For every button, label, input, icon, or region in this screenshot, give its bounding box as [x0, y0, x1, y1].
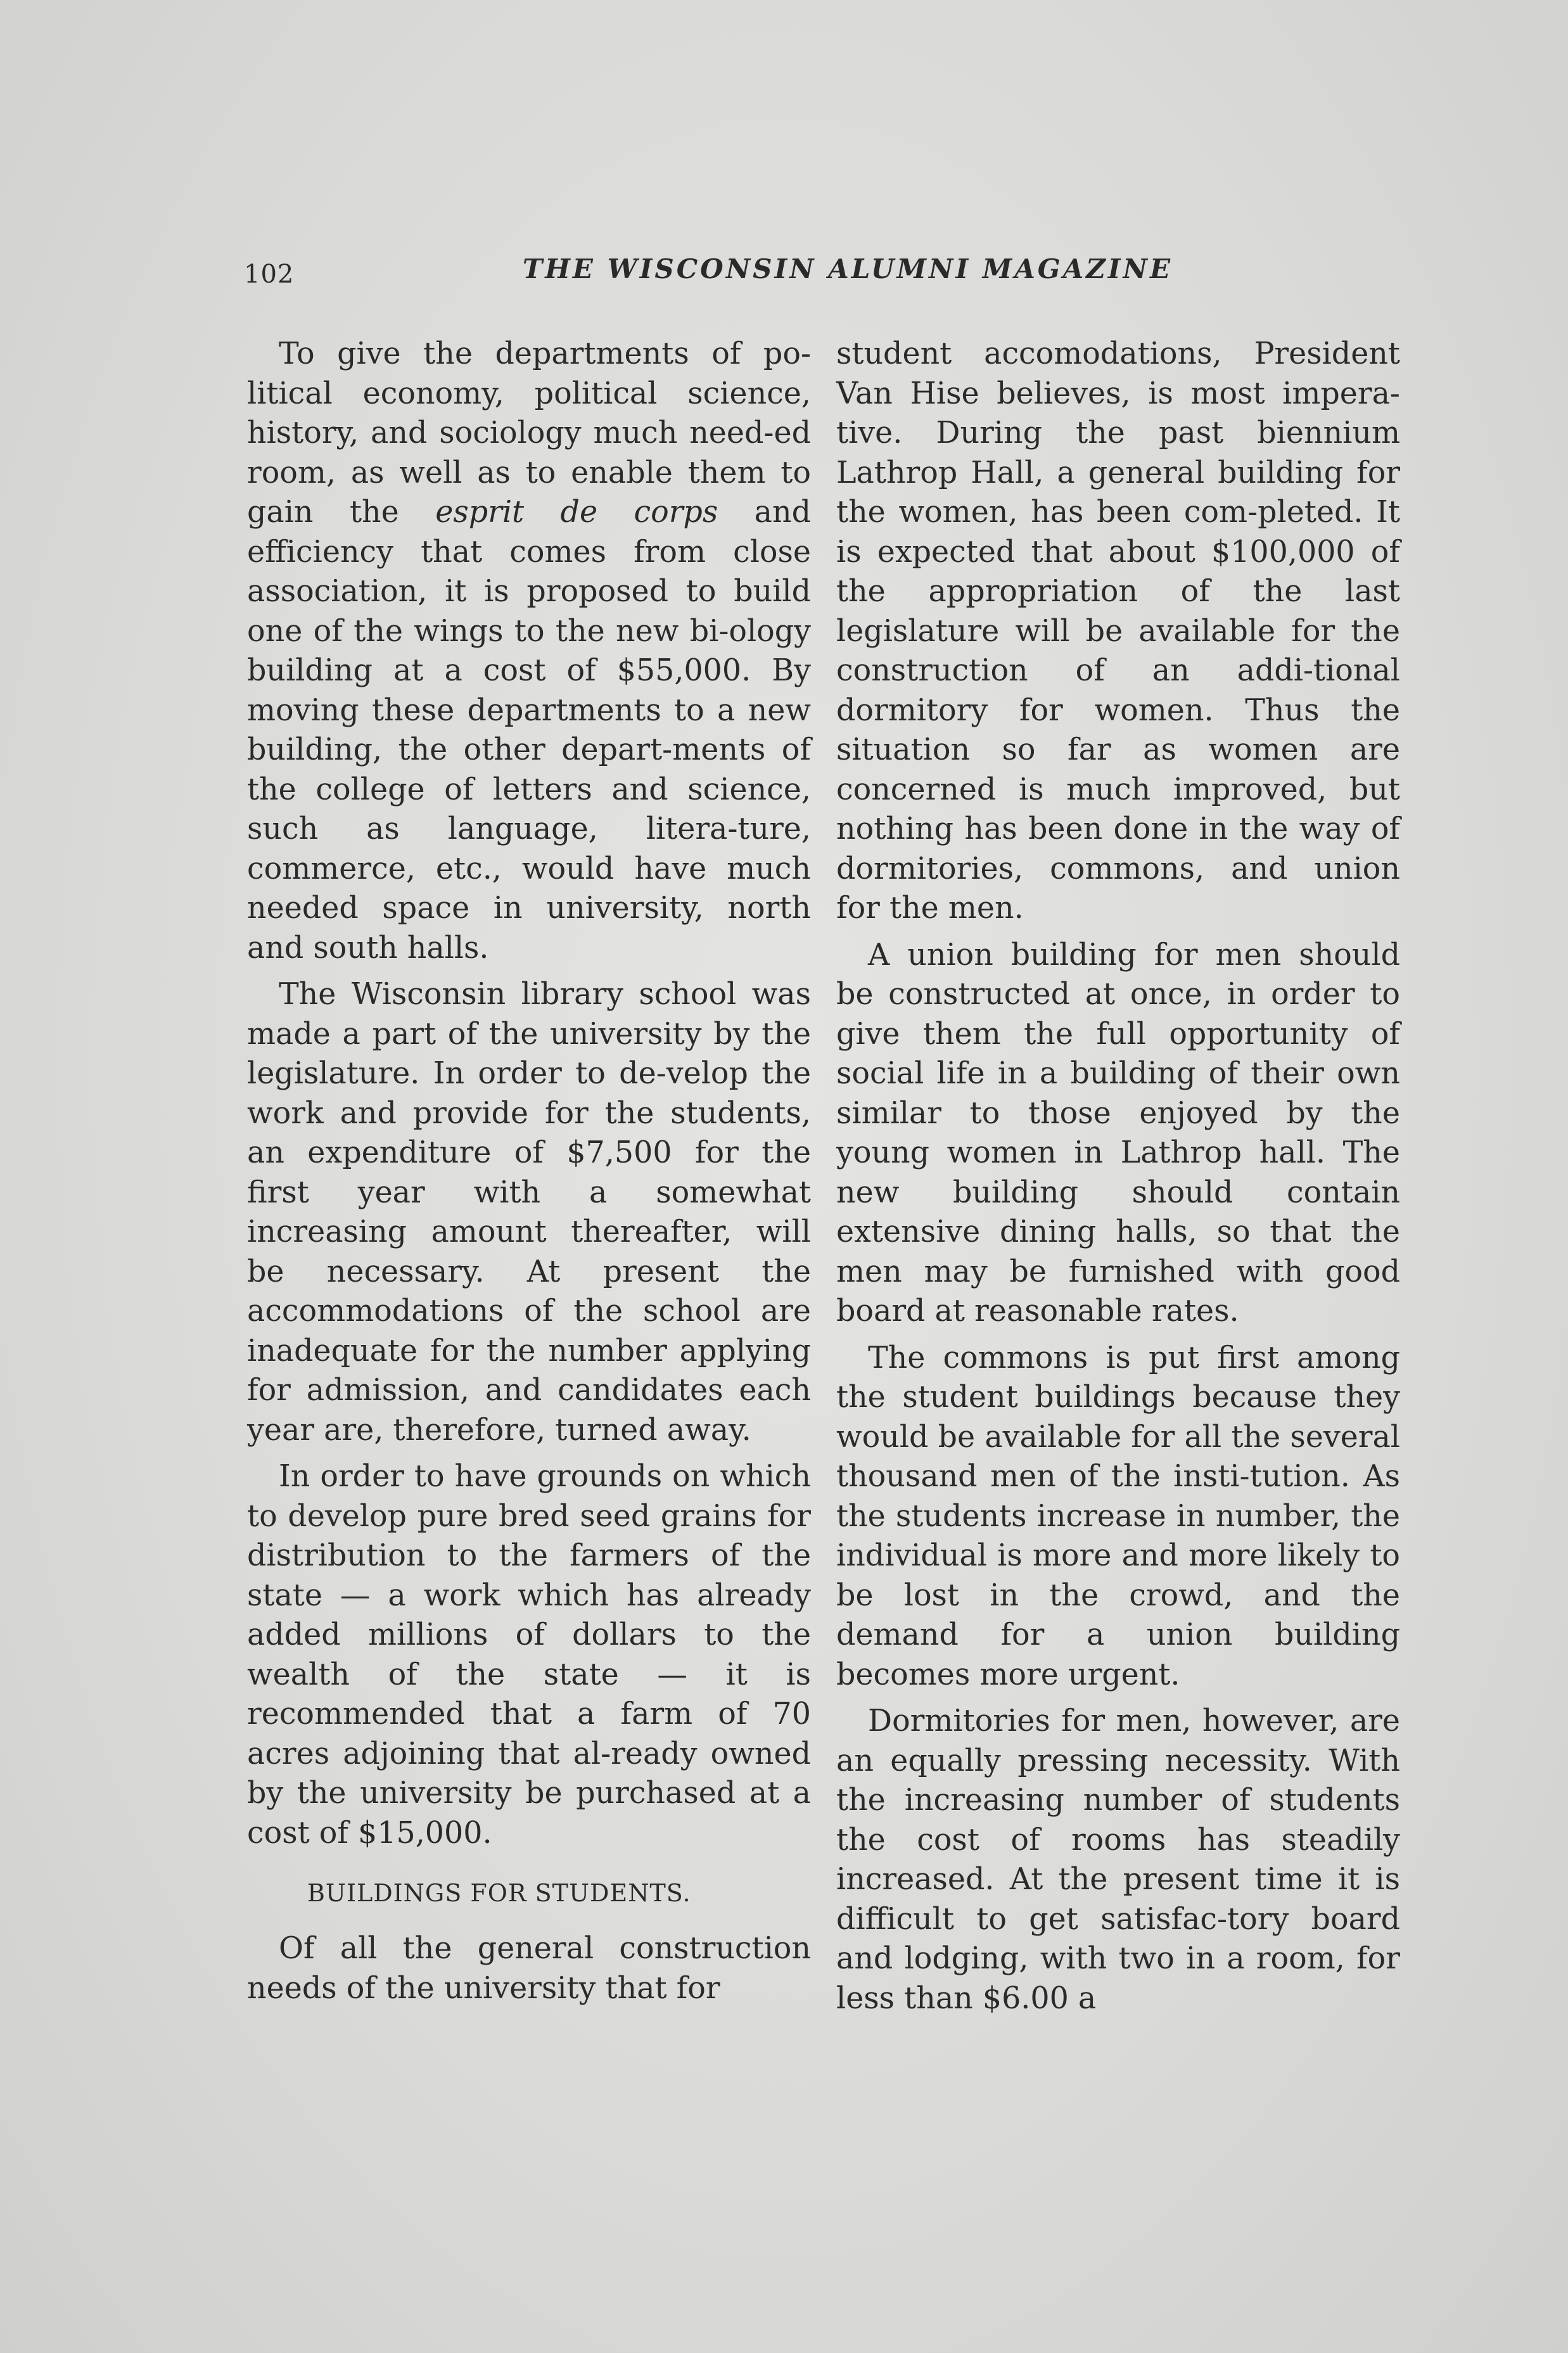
paragraph: Dormitories for men, however, are an equally pressing necessity. With the increasing number of students the cost of rooms has steadily increased. At the present time it is difficult to get satisfac-tory board and lodging, with two in a room, for less than $6.00 a [836, 1704, 1400, 2016]
paragraph: Of all the general construction needs of the university that for [247, 1931, 811, 2006]
paragraph: A union building for men should be constructed at once, in order to give them the full opportunity of social life in a building of their own similar to those enjoyed by the young women in Lathrop hall. The new building should contain extensive dining halls, so that the men may be furnished with good board at reasonable rates. [836, 937, 1400, 1329]
left-column [247, 335, 811, 2015]
paragraph: The Wisconsin library school was made a part of the university by the legislature. In order to de-velop the work and provide for the students, an expenditure of $7,500 for the first year with a somewhat increasing amount thereafter, will be necessary. At present the accommodations of the school are inadequate for the number applying for admission, and candidates each year are, therefore, turned away. [247, 977, 811, 1448]
italic-phrase: esprit de corps [435, 495, 718, 530]
right-column [836, 335, 1400, 2025]
paragraph: The commons is put first among the student buildings because they would be available for all the several thousand men of the insti-tution. As the students increase in number, the individual is more and more likely to be lost in the crowd, and the demand for a union building becomes more urgent. [836, 1340, 1400, 1692]
paragraph: In order to have grounds on which to develop pure bred seed grains for distribution to the farmers of the state — a work which has already added millions of dollars to the wealth of the state — it is recommended that a farm of 70 acres adjoining that al-ready owned by the university be purchased at a cost of $15,000. [247, 1459, 811, 1851]
page-header [244, 253, 1410, 304]
paragraph [247, 335, 811, 968]
section-heading: BUILDINGS FOR STUDENTS. [307, 1879, 691, 1907]
page-number: 102 [244, 260, 295, 289]
paragraph: student accomodations, President Van Hise believes, is most impera-tive. During the past biennium Lathrop Hall, a general building for the women, has been com-pleted. It is expected that about $100,000 of the appropriation of the last legislature will be available for the construction of an addi-tional dormitory for women. Thus the situation so far as women are concerned is much improved, but nothing has been done in the way of dormitories, commons, and union for the men. [836, 336, 1400, 926]
text-run: To give the departments of po-litical economy, political science, history, and sociology much need-ed room, as well as to enable them to gain the [247, 336, 811, 530]
running-title: THE WISCONSIN ALUMNI MAGAZINE [523, 253, 1173, 284]
text-run: and efficiency that comes from close association, it is proposed to build one of the wings to the new bi-ology building at a cost of $55,000. By moving these departments to a new building, the other depart-ments of the college of letters and science, such as language, litera-ture, commerce, etc., would have much needed space in university, north and south halls. [247, 495, 811, 966]
